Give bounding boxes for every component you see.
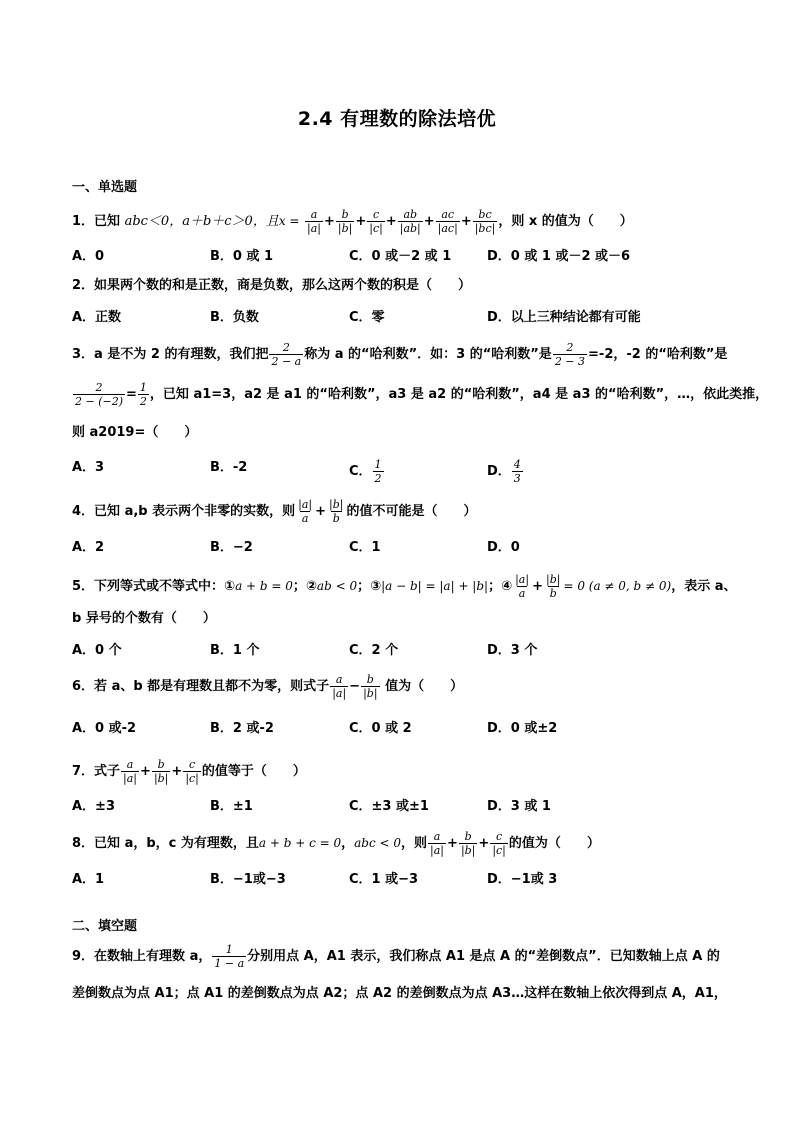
q1-frac: $\frac{b}{|b|}$ <box>337 208 353 235</box>
q1-frac: $\frac{bc}{|bc|}$ <box>474 208 496 235</box>
question-9-line-2: 差倒数点为点 A1；点 A1 的差倒数点为点 A2；点 A2 的差倒数点为点 A3…这样在数轴上依次得到点 A，A1， <box>72 986 727 1001</box>
q4-option-d[interactable]: D．0 <box>487 540 520 555</box>
q5-frac: $\frac{|a|}{a}$ <box>515 573 530 600</box>
q7-frac: $\frac{c}{|c|}$ <box>185 758 199 785</box>
q1-option-c[interactable]: C．0 或－2 或 1 <box>349 249 452 264</box>
q3-frac: $\frac{2}{2 - (-2)}$ <box>75 381 124 408</box>
q3-option-a[interactable]: A．3 <box>72 460 105 475</box>
q4-option-c[interactable]: C．1 <box>349 540 381 555</box>
q4-option-b[interactable]: B．−2 <box>210 540 253 555</box>
q6-frac: $\frac{b}{|b|}$ <box>363 673 378 700</box>
q7-frac: $\frac{b}{|b|}$ <box>153 758 169 785</box>
q5-option-b[interactable]: B．1 个 <box>210 643 260 658</box>
q3-option-d[interactable]: D． $\frac{4}{3}$ <box>487 458 521 485</box>
q1-frac: $\frac{ac}{|ac|}$ <box>437 208 458 235</box>
q3-options <box>72 458 752 486</box>
q7-option-c[interactable]: C．±3 或±1 <box>349 799 429 814</box>
q6-option-b[interactable]: B．2 或-2 <box>210 721 274 736</box>
q5-option-d[interactable]: D．3 个 <box>487 643 538 658</box>
q7-option-b[interactable]: B．±1 <box>210 799 253 814</box>
q1-prefix: 1．已知 <box>72 214 125 229</box>
q1-option-d[interactable]: D．0 或 1 或－2 或－6 <box>487 249 631 264</box>
question-3-line-3: 则 a2019=（ ） <box>72 425 198 440</box>
question-7: 7．式子 $\frac{a}{|a|}$ + $\frac{b}{|b|}$ + $\frac{c}{|c|}$ 的值等于（ ） <box>72 758 306 785</box>
question-6: 6．若 a、b 都是有理数且都不为零，则式子 $\frac{a}{|a|}$ − $\frac{b}{|b|}$ 值为（ ） <box>72 673 464 700</box>
page-title: 2.4 有理数的除法培优 <box>297 108 497 130</box>
q3-frac: $\frac{2}{2 - a}$ <box>271 341 302 368</box>
q7-option-d[interactable]: D．3 或 1 <box>487 799 551 814</box>
q8-frac: $\frac{b}{|b|}$ <box>460 830 476 857</box>
question-5-line-2: b 异号的个数有（ ） <box>72 611 216 626</box>
q3-frac: $\frac{1}{2}$ <box>139 381 147 408</box>
question-2: 2．如果两个数的和是正数，商是负数，那么这两个数的积是（ ） <box>72 278 472 293</box>
question-9-line-1: 9．在数轴上有理数 a， $\frac{1}{1 - a}$ 分别用点 A，A1 表示，我们称点 A1 是点 A 的“差倒数点”．已知数轴上点 A 的 <box>72 943 720 970</box>
q7-option-a[interactable]: A．±3 <box>72 799 115 814</box>
section-heading-fill-blank: 二、填空题 <box>72 919 138 934</box>
q1-frac: $\frac{ab}{|ab|}$ <box>399 208 421 235</box>
q1-condition: abc＜0，a＋b＋c＞0，且 <box>124 214 279 229</box>
q8-frac: $\frac{c}{|c|}$ <box>492 830 506 857</box>
q8-options <box>72 870 752 890</box>
question-3-line-2: $\frac{2}{2 - (-2)}$ = $\frac{1}{2}$ ，已知 a1=3，a2 是 a1 的“哈利数”，a3 是 a2 的“哈利数”，a4 是 a3 的“哈利数”，…，依此类推， <box>75 381 769 408</box>
q3-option-b[interactable]: B．-2 <box>210 460 248 475</box>
q1-frac: $\frac{a}{|a|}$ <box>307 208 321 235</box>
q7-frac: $\frac{a}{|a|}$ <box>123 758 138 785</box>
q3-option-c[interactable]: C． $\frac{1}{2}$ <box>349 458 382 485</box>
q6-frac: $\frac{a}{|a|}$ <box>332 673 347 700</box>
q2-option-b[interactable]: B．负数 <box>210 310 259 325</box>
q2-option-a[interactable]: A．正数 <box>72 310 122 325</box>
q4-frac: $\frac{|a|}{a}$ <box>298 498 313 525</box>
q1-options <box>72 247 752 267</box>
q9-frac: $\frac{1}{1 - a}$ <box>214 943 245 970</box>
q8-option-d[interactable]: D．−1或 3 <box>487 872 558 887</box>
q6-options <box>72 719 752 739</box>
q3-frac: $\frac{2}{2 - 3}$ <box>554 341 586 368</box>
q5-option-a[interactable]: A．0 个 <box>72 643 122 658</box>
q6-option-a[interactable]: A．0 或-2 <box>72 721 137 736</box>
q6-option-c[interactable]: C．0 或 2 <box>349 721 412 736</box>
q1-frac: $\frac{c}{|c|}$ <box>369 208 383 235</box>
section-heading-single-choice: 一、单选题 <box>72 180 138 195</box>
q1-option-b[interactable]: B．0 或 1 <box>210 249 274 264</box>
question-8: 8．已知 a，b，c 为有理数，且a + b + c = 0，abc < 0，则 $\frac{a}{|a|}$ + $\frac{b}{|b|}$ + $\frac{c}{|c|}$ 的值为（ ） <box>72 830 600 857</box>
q5-options <box>72 641 752 661</box>
q8-option-c[interactable]: C．1 或−3 <box>349 872 419 887</box>
q1-suffix: ，则 x 的值为（ ） <box>498 214 633 229</box>
question-3-line-1: 3．a 是不为 2 的有理数，我们把 $\frac{2}{2 - a}$ 称为 a 的“哈利数”．如：3 的“哈利数”是 $\frac{2}{2 - 3}$ =-2，-2 的“哈利数”是 <box>72 341 728 368</box>
q4-option-a[interactable]: A．2 <box>72 540 105 555</box>
q5-frac: $\frac{|b|}{b}$ <box>545 573 561 600</box>
q1-option-a[interactable]: A．0 <box>72 249 105 264</box>
q7-options <box>72 797 752 817</box>
q2-options <box>72 308 752 328</box>
q8-option-b[interactable]: B．−1或−3 <box>210 872 286 887</box>
question-5-line-1: 5．下列等式或不等式中：①a + b = 0；②ab < 0；③|a − b| = |a| + |b|；④ $\frac{|a|}{a}$ + $\frac{|b|}{b}$ = 0 (a ≠ 0, b ≠ 0)，表示 a、 <box>72 573 737 600</box>
q6-option-d[interactable]: D．0 或±2 <box>487 721 558 736</box>
q5-option-c[interactable]: C．2 个 <box>349 643 399 658</box>
q8-frac: $\frac{a}{|a|}$ <box>430 830 445 857</box>
question-1: 1．已知 abc＜0，a＋b＋c＞0，且x = $\frac{a}{|a|}$ + $\frac{b}{|b|}$ + $\frac{c}{|c|}$ + $\frac{ab}{|ab|}$ + $\frac{ac}{|ac|}$ + $\frac{bc}{|bc|}$ ，则 x 的值为（ ） <box>72 208 633 235</box>
q8-option-a[interactable]: A．1 <box>72 872 105 887</box>
q2-option-d[interactable]: D．以上三种结论都有可能 <box>487 310 641 325</box>
q4-frac: $\frac{|b|}{b}$ <box>329 498 344 525</box>
q4-options <box>72 538 752 558</box>
q2-option-c[interactable]: C．零 <box>349 310 385 325</box>
question-4: 4．已知 a,b 表示两个非零的实数，则 $\frac{|a|}{a}$ + $\frac{|b|}{b}$ 的值不可能是（ ） <box>72 498 477 525</box>
q1-x-eq: x = <box>278 214 300 228</box>
